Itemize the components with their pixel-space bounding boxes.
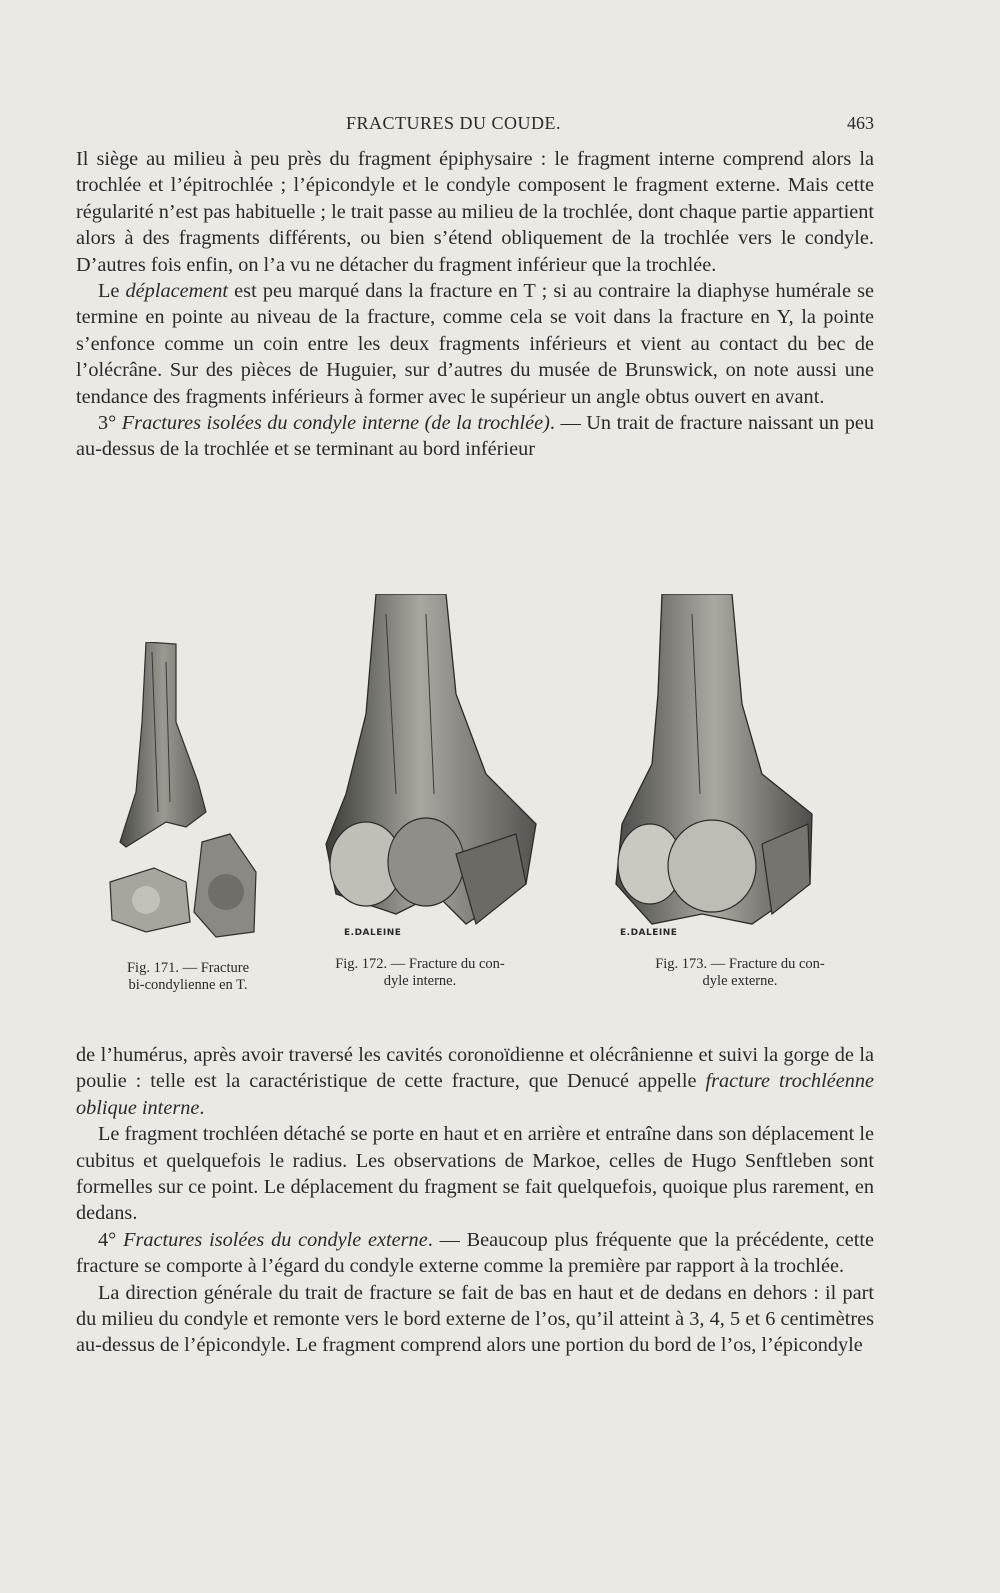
figure-171-caption: Fig. 171. — Fracture bi-condylienne en T. [126,960,250,993]
paragraph: Le déplacement est peu marqué dans la fracture en T ; si au contraire la diaphyse humérale se termine en pointe au niveau de la fracture, comme cela se voit dans la fracture en Y, la pointe s’enfonce comme un coin entre les deux fragments inférieurs et vient au contact du bec de l’olécrâne. Sur des pièces de Huguier, sur d’autres du musée de Brunswick, on note aussi une tendance des fragments inférieurs à former avec le supérieur un angle obtus ouvert en avant. [76,280,874,408]
paragraph: Le fragment trochléen détaché se porte en haut et en arrière et entraîne dans son déplacement le cubitus et quelquefois le radius. Les observations de Markoe, celles de Hugo Senftleben sont formelles sur ce point. Le déplacement du fragment se fait quelquefois, quoique plus rarement, en dedans. [76,1123,874,1225]
body-text-top [76,146,874,463]
running-title: FRACTURES DU COUDE. [346,113,562,133]
figure-172-caption: Fig. 172. — Fracture du con- dyle interne. [335,956,505,989]
page-number: 463 [847,113,874,133]
paragraph: 4° Fractures isolées du condyle externe. — Beaucoup plus fréquente que la précédente, cette fracture se comporte à l’égard du condyle externe comme la première par rapport à la trochlée. [76,1228,874,1278]
engraver-signature-172: E.DALEINE [344,928,402,938]
figure-173-caption: Fig. 173. — Fracture du con- dyle externe. [655,956,825,989]
figure-172-illustration [316,594,546,934]
paragraph: La direction générale du trait de fracture se fait de bas en haut et de dedans en dehors : il part du milieu du condyle et remonte vers le bord externe de l’os, qu’il atteint à 3, 4, 5 et 6 centimètres au-dessus de l’épicondyle. Le fragment comprend alors une portion du bord de l’os, l’épicondyle [76,1281,874,1357]
paragraph: Il siège au milieu à peu près du fragment épiphysaire : le fragment interne comprend alors la trochlée et l’épitrochlée ; l’épicondyle et le condyle composent le fragment externe. Mais cette régularité n’est pas habituelle ; le trait passe au milieu de la trochlée, dont chaque partie appartient alors à des fragments différents, ou bien s’étend obliquement de la trochlée vers le condyle. D’autres fois enfin, on l’a vu ne détacher du fragment inférieur que la trochlée. [76,148,874,276]
figure-171-illustration [106,642,266,942]
body-text-bottom [76,1042,874,1359]
page-header [76,113,874,143]
paragraph: de l’humérus, après avoir traversé les cavités coronoïdienne et olécrânienne et suivi la gorge de la poulie : telle est la caractéristique de cette fracture, que Denucé appelle fracture trochléenne oblique interne. [76,1044,874,1119]
figure-group [76,590,874,1030]
paragraph: 3° Fractures isolées du condyle interne (de la trochlée). — Un trait de fracture naissant un peu au-dessus de la trochlée et se terminant au bord inférieur [76,412,874,461]
engraver-signature-173: E.DALEINE [620,928,678,938]
figure-173-illustration [612,594,842,934]
